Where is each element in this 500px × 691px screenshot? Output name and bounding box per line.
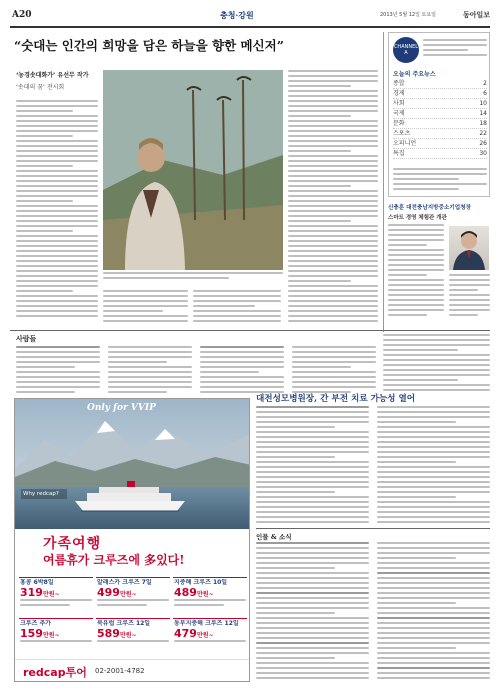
ad-phone[interactable]: 02-2001-4782 (95, 667, 145, 675)
index-item[interactable]: 스포츠 22 (393, 130, 487, 137)
right-col-text-top (383, 334, 490, 394)
ad-slogan-2: 여름휴가 크루즈에 多있다! (43, 553, 185, 567)
ad-why: Why redcap? (21, 489, 67, 499)
channel-brand (393, 37, 419, 63)
header-rule (10, 26, 490, 28)
right-story-title: 신충훈 대전충남지방중소기업청장 (388, 205, 472, 211)
right-rule (256, 528, 490, 529)
right-story-text (388, 224, 444, 319)
index-item[interactable]: 특집 30 (393, 150, 487, 157)
index-item[interactable]: 사회 10 (393, 100, 487, 107)
ad-offers (19, 577, 247, 655)
right-story-subtitle: 스마트 경영 체험관 개관 (388, 215, 447, 221)
index-item[interactable]: 경제 6 (393, 90, 487, 97)
right-story2-title: 대전성모병원장, 간 부전 치료 가능성 열어 (256, 394, 416, 404)
index-item[interactable]: 오피니언 26 (393, 140, 487, 147)
photo-caption (103, 272, 283, 286)
people-title2: 인물 & 소식 (256, 533, 292, 541)
index-item[interactable]: 문화 18 (393, 120, 487, 127)
section-rule (10, 330, 490, 331)
headline: “숫대는 인간의 희망을 담은 하늘을 향한 메신저” (14, 38, 284, 53)
ad-offer[interactable]: 북유럽 크루즈 12일 589만원~ (96, 618, 170, 656)
right-story-text2 (449, 274, 490, 319)
ad-tag: Only for VVIP (87, 403, 156, 413)
article-mid2-text (193, 290, 281, 325)
paper-name: 동아일보 (462, 10, 490, 19)
index-item[interactable]: 종합 2 (393, 80, 487, 87)
sidebar-divider (383, 32, 384, 332)
news-brief-text (256, 542, 490, 682)
ad-offer[interactable]: 동부지중해 크루즈 12일 479만원~ (173, 618, 247, 656)
channel-brand-text: CHANNEL A (393, 44, 419, 56)
photo-scene-icon (103, 70, 283, 270)
subheading (16, 70, 98, 91)
right-story2-text (256, 406, 490, 524)
index-item[interactable]: 국제 14 (393, 110, 487, 117)
section-label: 충청·강원 (220, 10, 254, 20)
channel-index (388, 32, 490, 197)
cruise-ship-icon (15, 399, 250, 529)
issue-date: 2013년 5월 12일 토요일 (380, 12, 437, 18)
ad-image (15, 399, 250, 529)
sub1: ‘농경솟대화가’ 유선무 작가 (16, 72, 89, 79)
article-right-text (288, 70, 378, 325)
ad-offer[interactable]: 알래스카 크루즈 7일 499만원~ (96, 577, 170, 615)
page-number: A20 (12, 10, 32, 20)
people-text (16, 346, 376, 396)
people-title: 사람들 (16, 334, 37, 343)
page-header (10, 8, 490, 24)
ad-footer (15, 659, 250, 681)
sub2: ‘솟대의 꿈’ 전시회 (16, 84, 65, 91)
article-mid-text (103, 290, 188, 325)
right-story-portrait (449, 226, 489, 270)
index-title: 오늘의 주요뉴스 (393, 71, 436, 78)
ad-slogan-1: 가족여행 (43, 536, 102, 552)
ad-offer[interactable]: 크루즈 추가 159만원~ (19, 618, 93, 656)
ad-offer[interactable]: 홍콩 6박8일 319만원~ (19, 577, 93, 615)
article-photo (103, 70, 283, 270)
index-list (393, 79, 487, 159)
article-left-text (16, 100, 98, 325)
ad-brand[interactable]: redcap투어 (23, 666, 87, 679)
ad-offer[interactable]: 지중해 크루즈 10일 489만원~ (173, 577, 247, 615)
cruise-ad[interactable] (14, 398, 250, 682)
person-icon (449, 226, 489, 270)
